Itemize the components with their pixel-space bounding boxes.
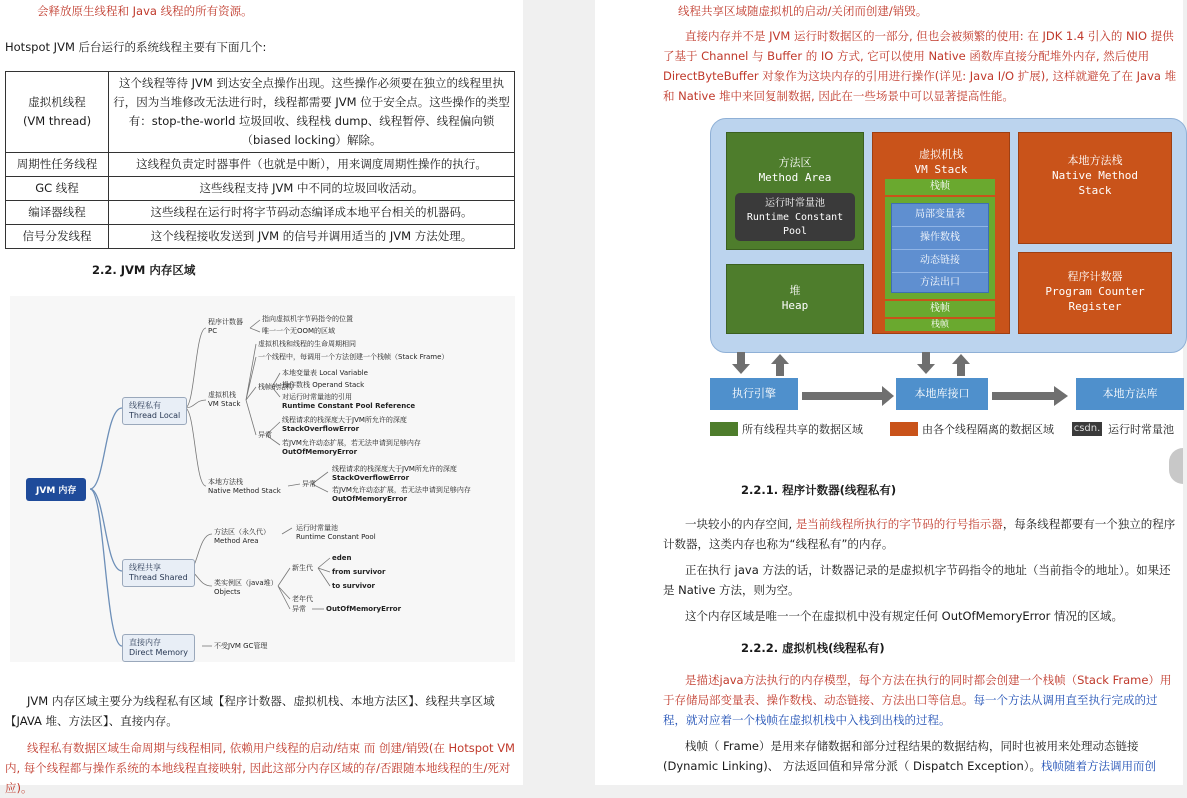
- heap-label: 堆 Heap: [781, 284, 809, 312]
- mm-pc: 程序计数器 PC: [208, 318, 243, 335]
- operand-stack: 操作数栈: [892, 227, 988, 250]
- mm-obj-ex: 异常: [292, 605, 306, 613]
- threads-table: [5, 71, 515, 249]
- mm-ex2b: OutOfMemoryError: [282, 448, 358, 456]
- native-lib-box: 本地方法库: [1076, 378, 1184, 410]
- para-thread-local: [5, 738, 515, 798]
- mm-frame-item2: 操作数栈 Operand Stack: [282, 381, 365, 389]
- mm-ns-ex1: 线程请求的栈深度大于JVM所允许的深度: [332, 465, 457, 473]
- thread-desc: 这个线程接收发送到 JVM 的信号并调用适当的 JVM 方法处理。: [109, 225, 515, 249]
- thread-desc: 这些线程在运行时将字节码动态编译成本地平台相关的机器码。: [109, 201, 515, 225]
- mm-vm-stack: 虚拟机栈 VM Stack: [208, 391, 241, 408]
- thread-name: 编译器线程: [6, 201, 109, 225]
- mm-obj-ex1: OutOfMemoryError: [326, 605, 402, 613]
- mm-dm-note: 不受JVM GC管理: [214, 642, 268, 650]
- thread-name: 周期性任务线程: [6, 153, 109, 177]
- mm-vs-note1: 虚拟机栈和线程的生命周期相同: [258, 340, 356, 348]
- frame2-label: 栈帧: [885, 301, 995, 317]
- legend-isolated-swatch: [890, 422, 918, 436]
- mm-pc-note1: 指向虚拟机字节码指令的位置: [262, 315, 353, 323]
- mindmap-direct-memory: 直接内存 Direct Memory: [122, 634, 195, 662]
- table-row: [6, 177, 515, 201]
- rcp-label: 运行时常量池 Runtime Constant Pool: [735, 193, 855, 241]
- table-row: [6, 201, 515, 225]
- side-scroll-handle[interactable]: [1169, 448, 1183, 484]
- vm-stack-label: 虚拟机栈 VM Stack: [914, 148, 968, 176]
- legend-isolated: 由各个线程隔离的数据区域: [922, 423, 1054, 436]
- thread-desc: 这线程负责定时器事件（也就是中断），用来调度周期性操作的执行。: [109, 153, 515, 177]
- p222b-blue: 栈帧随着方法调用而创: [1041, 759, 1156, 773]
- method-area-label: 方法区 Method Area: [758, 156, 832, 184]
- mm-to: to survivor: [332, 582, 375, 590]
- p222b-pre: 栈帧（ Frame）是用来存储数据和部分过程结果的数据结构，同时也被用来处理动态链接 (Dynamic Linking)、 方法返回值和异常分派（ Dispatch Exception）。: [663, 739, 1139, 773]
- para-221a: [663, 514, 1179, 554]
- mm-ma-note: 运行时常量池 Runtime Constant Pool: [296, 524, 376, 541]
- return-address: 方法出口: [920, 277, 960, 288]
- mm-frame-item1: 本地变量表 Local Variable: [282, 369, 368, 377]
- heading-221: 2.2.1. 程序计数器(线程私有): [741, 483, 897, 497]
- mm-ex1b: StackOverflowError: [282, 425, 360, 433]
- table-row: [6, 153, 515, 177]
- mm-ns-ex2: 若JVM允许动态扩展，若无法申请到足够内存: [332, 486, 471, 494]
- para-221b: 正在执行 java 方法的话，计数器记录的是虚拟机字节码指令的地址（当前指令的地址）。如果还是 Native 方法，则为空。: [663, 563, 1171, 597]
- frame3-label: 栈帧: [885, 319, 995, 331]
- mm-vs-note2: 一个线程中，每调用一个方法创建一个栈帧（Stack Frame）: [258, 353, 449, 361]
- mm-pc-note2: 唯一一个无OOM的区域: [262, 327, 336, 335]
- local-vars: 局部变量表: [892, 204, 988, 227]
- p221a-red: 是当前线程所执行的字节码的行号指示器: [795, 517, 1003, 531]
- thread-desc: 这些线程支持 JVM 中不同的垃圾回收活动。: [109, 177, 515, 201]
- mindmap-thread-shared: 线程共享 Thread Shared: [122, 559, 195, 587]
- para-direct-memory: 直接内存并不是 JVM 运行时数据区的一部分, 但也会被频繁的使用: 在 JDK 1.4 引入的 NIO 提供了基于 Channel 与 Buffer 的 IO 方式, 它可以使用 Native 函数库直接分配堆外内存, 然后使用 DirectByteBuffer 对象作为这块内存的引用进行操作(详见: Java I/O 扩展), 这样就避免了在 Java 堆和 Native 堆中来回复制数据, 因此在一些场景中可以显著提高性能。: [663, 29, 1177, 103]
- left-top-line: 会释放原生线程和 Java 线程的所有资源。: [37, 4, 253, 18]
- para-thread-local-text: 线程私有数据区域生命周期与线程相同, 依赖用户线程的启动/结束 而 创建/销毁(在 Hotspot VM 内, 每个线程都与操作系统的本地线程直接映射, 因此这部分内存区域的存/否跟随本地线程的生/死对应)。: [5, 741, 515, 795]
- legend-rcp: 运行时常量池: [1108, 423, 1174, 436]
- thread-name: 虚拟机线程 (VM thread): [6, 72, 109, 153]
- right-top-line: 线程共享区域随虚拟机的启动/关闭而创建/销毁。: [678, 4, 928, 18]
- p221a-pre: 一块较小的内存空间,: [685, 517, 796, 531]
- exec-engine-box: 执行引擎: [710, 378, 798, 410]
- thread-name: 信号分发线程: [6, 225, 109, 249]
- mindmap-root: JVM 内存: [26, 478, 86, 501]
- left-page: [0, 0, 523, 795]
- native-stack-label: 本地方法栈 Native Method Stack: [1051, 154, 1139, 197]
- mm-ns-ex2b: OutOfMemoryError: [332, 495, 408, 503]
- mm-native-stack: 本地方法栈 Native Method Stack: [208, 478, 281, 495]
- thread-desc: 这个线程等待 JVM 到达安全点操作出现。这些操作必须要在独立的线程里执行，因为当堆修改无法进行时，线程都需要 JVM 位于安全点。这些操作的类型有：stop-the-world 垃圾回收、线程栈 dump、线程暂停、线程偏向锁（biased locking）解除。: [109, 72, 515, 153]
- mm-from: from survivor: [332, 568, 386, 576]
- mm-exception: 异常: [258, 431, 272, 439]
- mm-old: 老年代: [292, 595, 313, 603]
- para-222b: [663, 736, 1179, 776]
- jvm-runtime-diagram: [710, 118, 1186, 448]
- thread-name: GC 线程: [6, 177, 109, 201]
- legend-shared-swatch: [710, 422, 738, 436]
- mm-ex2: 若JVM允许动态扩展，若无法申请到足够内存: [282, 439, 421, 447]
- para-memory-areas: JVM 内存区域主要分为线程私有区域【程序计数器、虚拟机栈、本地方法区】、线程共享区域【JAVA 堆、方法区】、直接内存。: [5, 694, 495, 728]
- mm-ns-ex1b: StackOverflowError: [332, 474, 410, 482]
- legend-shared: 所有线程共享的数据区域: [742, 423, 863, 436]
- mm-frame-struct: 栈帧的结构: [258, 383, 293, 391]
- dynamic-link: 动态链接: [892, 250, 988, 273]
- frame-label: 栈帧: [885, 179, 995, 195]
- table-row: [6, 225, 515, 249]
- table-row: [6, 72, 515, 153]
- p221a-post: ，每条线程都要有一个独立的程序计数器，这类内存也称为“线程私有”的内存。: [663, 517, 1176, 551]
- mm-young: 新生代: [292, 564, 313, 572]
- jvm-memory-mindmap: [10, 296, 515, 662]
- threads-intro: Hotspot JVM 后台运行的系统线程主要有下面几个:: [5, 40, 267, 54]
- section-heading: 2.2. JVM 内存区域: [92, 263, 196, 277]
- mm-objects: 类实例区（java堆） Objects: [214, 579, 278, 596]
- mm-ex1: 线程请求的栈深度大于JVM所允许的深度: [282, 416, 407, 424]
- p222a-red: 是描述java方法执行的内存模型，每个方法在执行的同时都会创建一个栈帧（Stack Frame）用于存储局部变量表、操作数栈、动态链接、方法出口等信息。: [663, 673, 1172, 707]
- mm-ns-ex: 异常: [302, 480, 316, 488]
- p222a-blue: 每一个方法从调用直至执行完成的过程，就对应着一个栈帧在虚拟机栈中入栈到出栈的过程。: [663, 693, 1158, 727]
- mm-method-area: 方法区（永久代） Method Area: [214, 528, 270, 545]
- para-221c: 这个内存区域是唯一一个在虚拟机中没有规定任何 OutOfMemoryError 情况的区域。: [685, 609, 1124, 623]
- para-222a: [663, 670, 1179, 730]
- mindmap-thread-local: 线程私有 Thread Local: [122, 397, 187, 425]
- mm-frame-item3: 对运行时常量池的引用: [282, 393, 352, 401]
- heading-222: 2.2.2. 虚拟机栈(线程私有): [741, 641, 885, 655]
- pc-label: 程序计数器 Program Counter Register: [1045, 270, 1145, 313]
- native-iface-box: 本地库接口: [896, 378, 988, 410]
- mm-frame-item3b: Runtime Constant Pool Reference: [282, 402, 416, 410]
- legend-rcp-swatch: csdn.: [1073, 423, 1101, 434]
- mm-eden: eden: [332, 554, 352, 562]
